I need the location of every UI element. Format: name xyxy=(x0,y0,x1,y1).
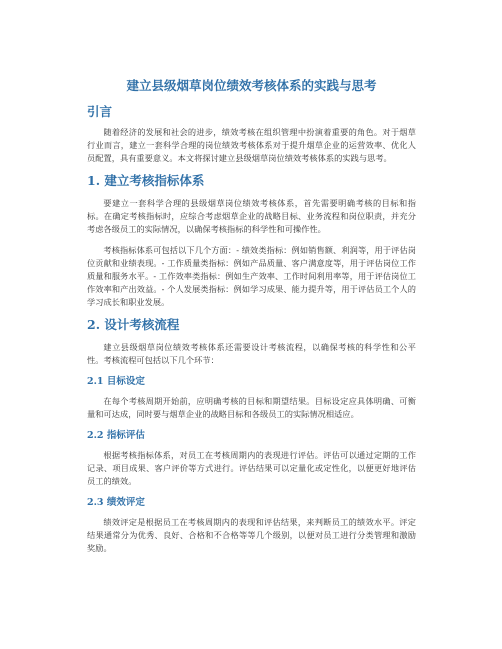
subsection-heading: 2.3 绩效评定 xyxy=(87,497,145,508)
subsection-indicator-evaluation xyxy=(87,429,416,488)
paragraph: 要建立一套科学合理的县级烟草岗位绩效考核体系，首先需要明确考核的目标和指标。在确定考核指标时，应综合考虑烟草企业的战略目标、业务流程和岗位职责，并充分考虑各级员工的实际情况，以确保考核指标的科学性和可操作性。 xyxy=(87,198,416,234)
section-heading: 2. 设计考核流程 xyxy=(87,317,180,332)
paragraph: 随着经济的发展和社会的进步，绩效考核在组织管理中扮演着重要的角色。对于烟草行业而言，建立一套科学合理的岗位绩效考核体系对于提升烟草企业的运营效率、优化人员配置，具有重要意义。本文将探讨建立县级烟草岗位绩效考核体系的实践与思考。 xyxy=(87,127,416,163)
subsection-performance-rating xyxy=(87,496,416,555)
section-heading: 1. 建立考核指标体系 xyxy=(87,173,205,188)
section-heading: 引言 xyxy=(87,104,113,119)
section-assessment-process xyxy=(87,317,416,555)
section-indicator-system xyxy=(87,173,416,309)
subsection-heading: 2.1 目标设定 xyxy=(87,376,145,387)
subsection-heading: 2.2 指标评估 xyxy=(87,430,145,441)
paragraph: 在每个考核周期开始前，应明确考核的目标和期望结果。目标设定应具体明确、可衡量和可达成，同时要与烟草企业的战略目标和各级员工的实际情况相适应。 xyxy=(87,396,416,419)
paragraph: 根据考核指标体系，对员工在考核周期内的表现进行评估。评估可以通过定期的工作记录、项目成果、客户评价等方式进行。评估结果可以定量化或定性化，以便更好地评估员工的绩效。 xyxy=(87,450,416,486)
document-title: 建立县级烟草岗位绩效考核体系的实践与思考 xyxy=(126,78,377,93)
section-introduction xyxy=(87,104,416,165)
paragraph: 考核指标体系可包括以下几个方面：- 绩效类指标：例如销售额、利润等，用于评估岗位贡献和业绩表现。- 工作质量类指标：例如产品质量、客户满意度等，用于评估岗位工作质量和服务水平。- 工作效率类指标：例如生产效率、工作时间利用率等，用于评估岗位工作效率和产出效益。- 个人发展类指标：例如学习成果、能力提升等，用于评估员工个人的学习成长和职业发展。 xyxy=(87,245,416,307)
subsection-goal-setting xyxy=(87,375,416,421)
paragraph: 建立县级烟草岗位绩效考核体系还需要设计考核流程，以确保考核的科学性和公平性。考核流程可包括以下几个环节： xyxy=(87,342,416,365)
paragraph: 绩效评定是根据员工在考核周期内的表现和评估结果，来判断员工的绩效水平。评定结果通常分为优秀、良好、合格和不合格等等几个级别，以便对员工进行分类管理和激励奖励。 xyxy=(87,517,416,553)
